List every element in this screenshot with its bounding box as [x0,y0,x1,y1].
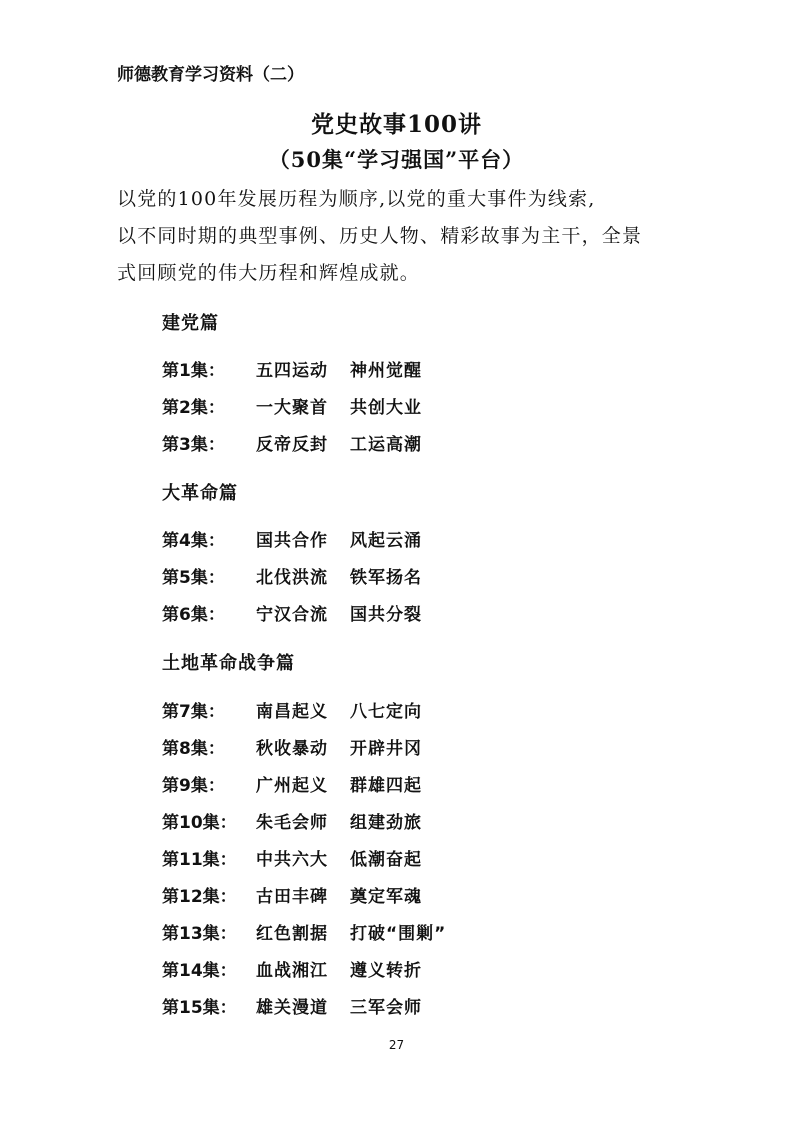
episode-number: 第14集： [162,961,237,981]
episode-number: 第6集： [162,605,225,625]
episode-title-part-a: 国共合作 [256,531,328,551]
episode-title-part-b: 国共分裂 [350,605,422,625]
episode-number: 第9集： [162,776,225,796]
episode-title-part-b: 奠定军魂 [350,887,422,907]
episode-item [162,600,422,630]
episode-number: 第8集： [162,739,225,759]
episode-title-part-a: 反帝反封 [256,435,328,455]
episode-title-part-b: 八七定向 [350,702,422,722]
page-title: 党史故事100讲 [310,111,482,138]
episode-item [162,430,422,460]
episode-item [162,993,422,1023]
episode-item [162,356,422,386]
episode-title-part-a: 广州起义 [256,776,328,796]
intro-line: 以党的100年发展历程为顺序,以党的重大事件为线索, [117,188,596,210]
intro-paragraph [117,181,677,292]
episode-title-part-b: 打破“围剿” [350,924,447,944]
episode-number: 第1集： [162,361,225,381]
document-header: 师德教育学习资料（二） [117,65,304,85]
episode-title-part-a: 雄关漫道 [256,998,328,1018]
episode-title-part-a: 中共六大 [256,850,328,870]
episode-title-part-b: 组建劲旅 [350,813,422,833]
episode-title-part-a: 宁汉合流 [256,605,328,625]
episode-item [162,845,422,875]
episode-number: 第4集： [162,531,225,551]
episode-number: 第11集： [162,850,237,870]
episode-item [162,771,422,801]
episode-item [162,734,422,764]
section-title: 大革命篇 [162,483,238,504]
intro-line: 式回顾党的伟大历程和辉煌成就。 [117,262,421,284]
episode-item [162,393,422,423]
episode-item [162,882,422,912]
section-title: 土地革命战争篇 [162,653,295,674]
episode-title-part-b: 风起云涌 [350,531,422,551]
episode-number: 第3集： [162,435,225,455]
episode-title-part-b: 共创大业 [350,398,422,418]
episode-title-part-a: 一大聚首 [256,398,328,418]
page-number: 27 [388,1038,405,1052]
episode-number: 第7集： [162,702,225,722]
episode-item [162,526,422,556]
episode-item [162,956,422,986]
episode-title-part-b: 开辟井冈 [350,739,422,759]
episode-number: 第2集： [162,398,225,418]
episode-item [162,563,422,593]
episode-title-part-a: 红色割据 [256,924,328,944]
episode-item [162,808,422,838]
episode-title-part-b: 遵义转折 [350,961,422,981]
episode-number: 第12集： [162,887,237,907]
episode-number: 第10集： [162,813,237,833]
episode-title-part-a: 血战湘江 [256,961,328,981]
episode-number: 第15集： [162,998,237,1018]
section-title: 建党篇 [162,313,219,334]
episode-title-part-a: 南昌起义 [256,702,328,722]
episode-item [162,919,446,949]
episode-title-part-b: 低潮奋起 [350,850,422,870]
episode-title-part-b: 群雄四起 [350,776,422,796]
episode-title-part-b: 三军会师 [350,998,422,1018]
episode-title-part-a: 北伐洪流 [256,568,328,588]
episode-title-part-a: 秋收暴动 [256,739,328,759]
episode-title-part-a: 古田丰碑 [256,887,328,907]
episode-title-part-b: 神州觉醒 [350,361,422,381]
episode-title-part-a: 五四运动 [256,361,328,381]
episode-title-part-b: 铁军扬名 [350,568,422,588]
episode-title-part-b: 工运高潮 [350,435,422,455]
page-subtitle: （50集“学习强国”平台） [268,147,525,172]
episode-title-part-a: 朱毛会师 [256,813,328,833]
episode-number: 第13集： [162,924,237,944]
intro-line: 以不同时期的典型事例、历史人物、精彩故事为主干，全景 [117,225,643,247]
episode-number: 第5集： [162,568,225,588]
episode-item [162,697,422,727]
